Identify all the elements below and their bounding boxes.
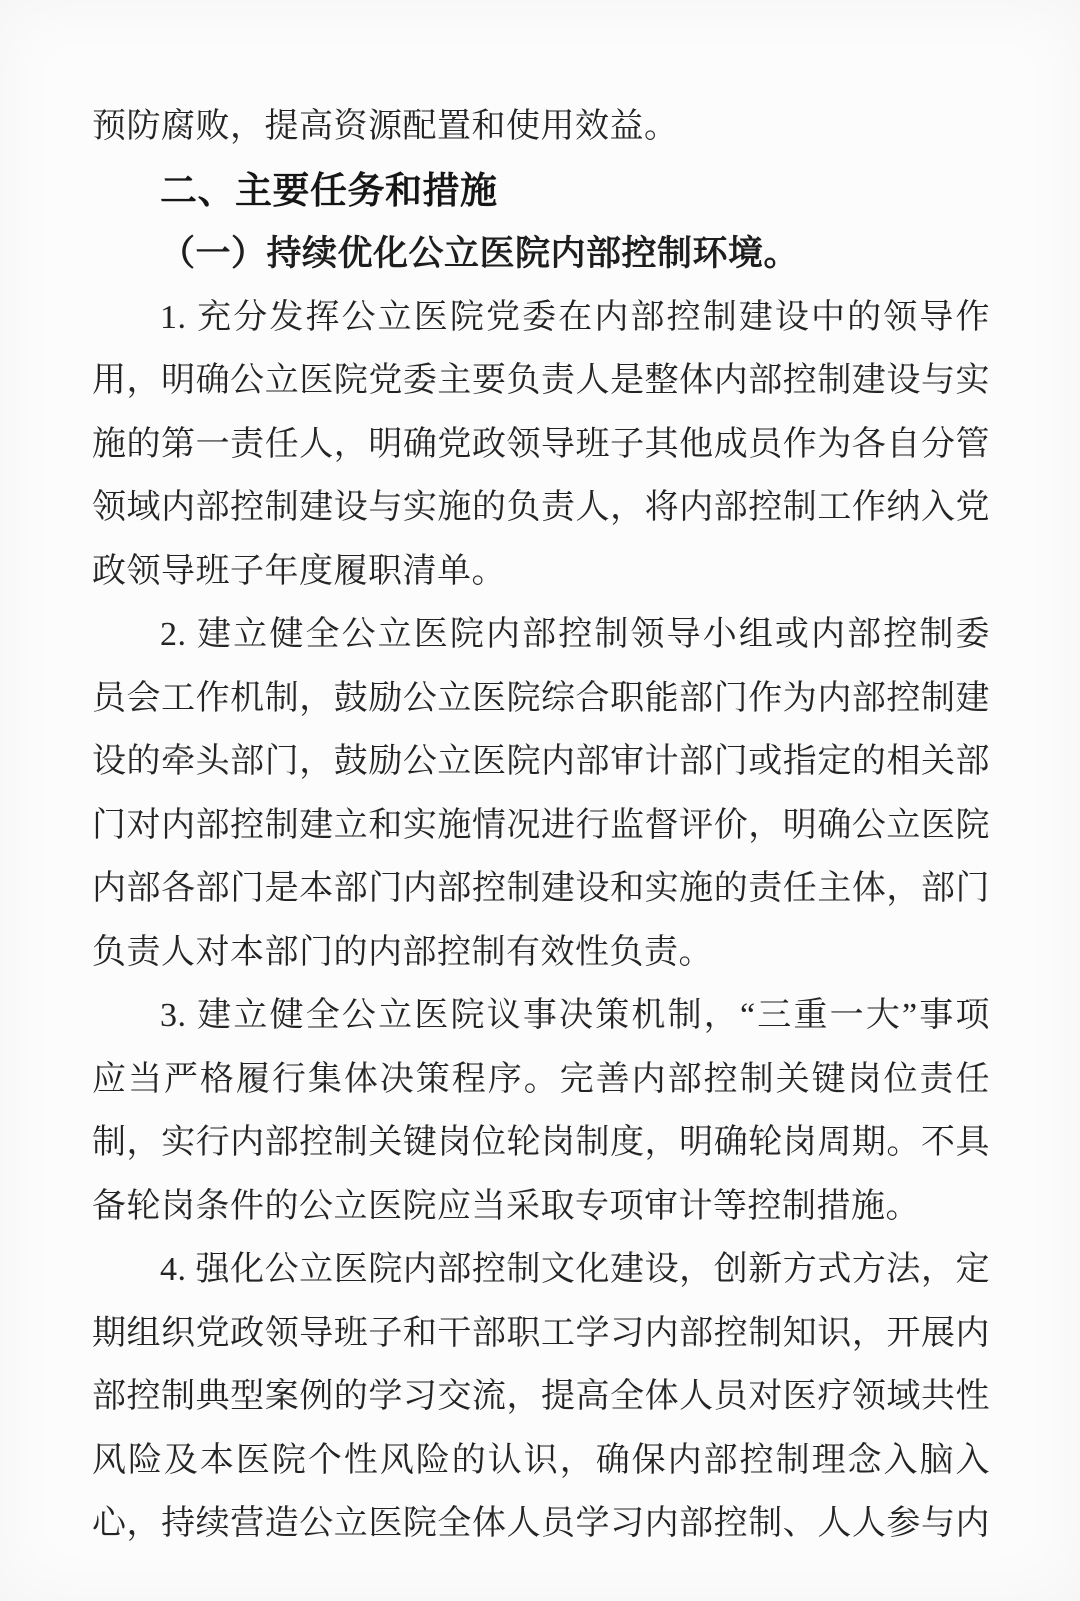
paragraph-line: 领域内部控制建设与实施的负责人，将内部控制工作纳入党	[92, 489, 990, 526]
paragraph-line: 心，持续营造公立医院全体人员学习内部控制、人人参与内	[92, 1505, 990, 1542]
paragraph-line: 4. 强化公立医院内部控制文化建设，创新方式方法，定	[160, 1251, 990, 1288]
paragraph-line: 内部各部门是本部门内部控制建设和实施的责任主体，部门	[92, 870, 990, 907]
paragraph-line: 期组织党政领导班子和干部职工学习内部控制知识，开展内	[92, 1314, 990, 1352]
paragraph-line: 预防腐败，提高资源配置和使用效益。	[92, 108, 679, 145]
section-heading: 二、主要任务和措施	[160, 169, 498, 211]
paragraph-line: 部控制典型案例的学习交流，提高全体人员对医疗领域共性	[92, 1378, 990, 1415]
document-body	[92, 95, 990, 1556]
paragraph-line: 3. 建立健全公立医院议事决策机制，“三重一大”事项	[160, 997, 990, 1034]
paragraph-line: 应当严格履行集体决策程序。完善内部控制关键岗位责任	[92, 1060, 990, 1098]
paragraph-line: 备轮岗条件的公立医院应当采取专项审计等控制措施。	[92, 1187, 920, 1225]
paragraph-line: 员会工作机制，鼓励公立医院综合职能部门作为内部控制建	[92, 679, 990, 717]
paragraph-line: 制，实行内部控制关键岗位轮岗制度，明确轮岗周期。不具	[92, 1124, 990, 1161]
subsection-heading: （一）持续优化公立医院内部控制环境。	[160, 234, 800, 273]
paragraph-line: 风险及本医院个性风险的认识，确保内部控制理念入脑入	[92, 1441, 990, 1479]
paragraph-line: 用，明确公立医院党委主要负责人是整体内部控制建设与实	[92, 362, 990, 399]
paragraph-line: 施的第一责任人，明确党政领导班子其他成员作为各自分管	[92, 425, 990, 463]
paragraph-line: 负责人对本部门的内部控制有效性负责。	[92, 933, 713, 971]
paragraph-line: 门对内部控制建立和实施情况进行监督评价，明确公立医院	[92, 806, 990, 844]
paragraph-line: 政领导班子年度履职清单。	[92, 552, 506, 590]
paragraph-line: 设的牵头部门，鼓励公立医院内部审计部门或指定的相关部	[92, 743, 990, 780]
paragraph-line: 2. 建立健全公立医院内部控制领导小组或内部控制委	[160, 616, 990, 653]
paragraph-line: 1. 充分发挥公立医院党委在内部控制建设中的领导作	[160, 298, 990, 336]
